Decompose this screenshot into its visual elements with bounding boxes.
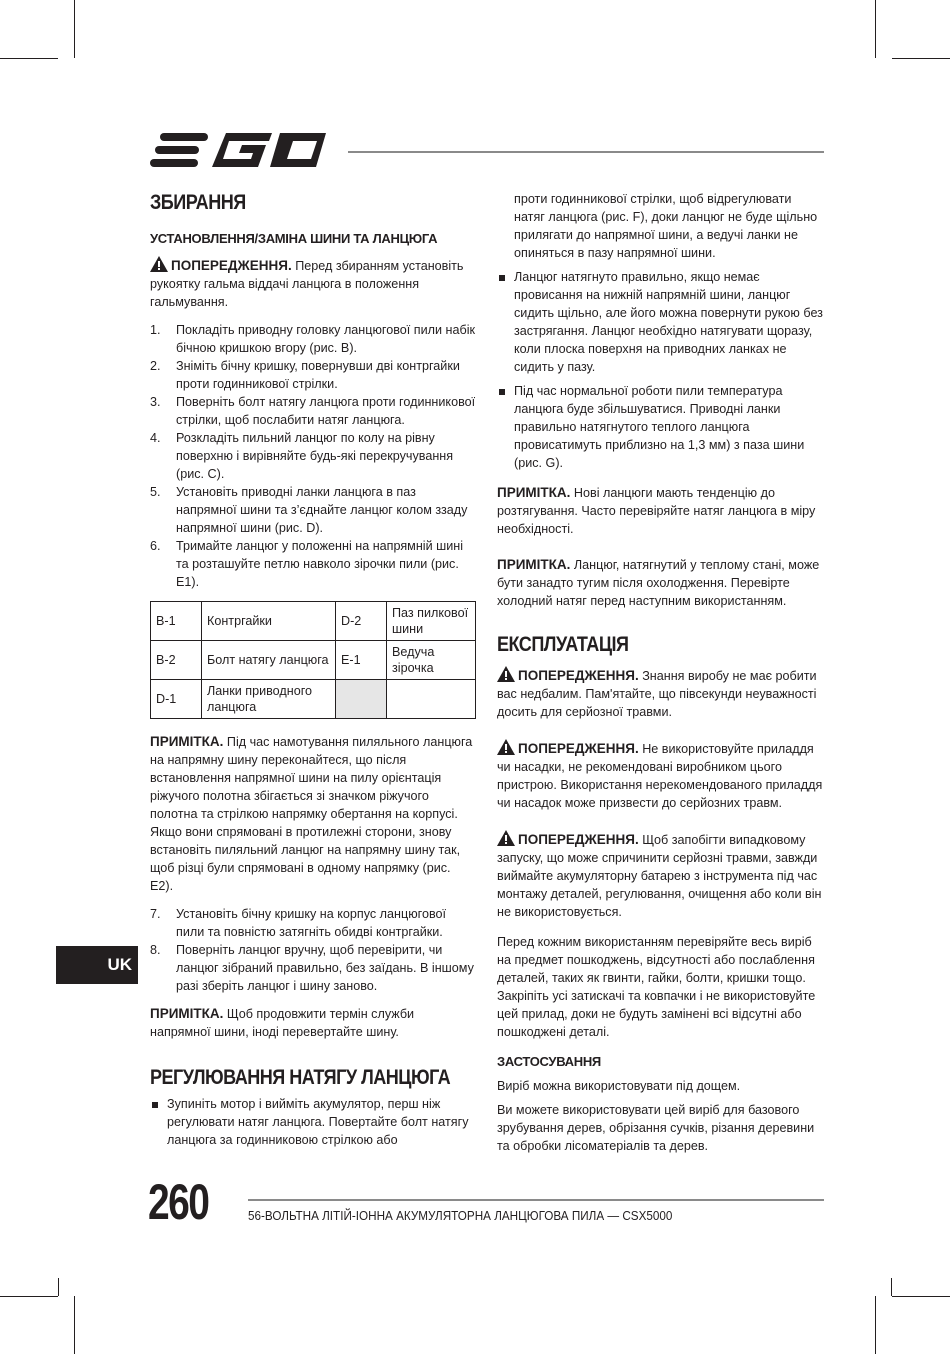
table-cell-empty: [336, 680, 387, 719]
list-item: 2. Зніміть бічну кришку, повернувши дві контргайки проти годинникової стрілки.: [150, 359, 460, 391]
table-cell: Ведуча зірочка: [387, 641, 476, 680]
inspection-paragraph: Перед кожним використанням перевіряйте весь виріб на предмет пошкоджень, відсутності або послаблення деталей, таких як гвинти, гайки, болти, кришки тощо. Закріпіть усі затискачі та ковпачки і не використовуйте цей прилад, доки не будуть замінені всі відсутні або пошкоджені деталі.: [497, 935, 816, 1039]
warning-triangle-icon: [150, 256, 168, 272]
crop-mark: [891, 1278, 892, 1296]
list-item: 8. Поверніть ланцюг вручну, щоб перевірити, чи ланцюг зібраний правильно, без заїдань. В іншому разі зберіть ланцюг і шину заново.: [150, 943, 474, 993]
note-paragraph: ПРИМІТКА. Ланцюг, натягнутий у теплому стані, може бути занадто тугим після охолодження. Перевірте холодний натяг перед наступним використанням.: [497, 557, 820, 608]
table-cell-empty: [387, 680, 476, 719]
header-rule: [348, 151, 824, 153]
footer-title: 56-ВОЛЬТНА ЛІТІЙ-ІОННА АКУМУЛЯТОРНА ЛАНЦЮГОВА ПИЛА — CSX5000: [248, 1208, 673, 1223]
language-tab: UK: [56, 946, 138, 984]
crop-mark: [875, 0, 876, 58]
tension-bullets: [150, 1095, 476, 1149]
list-item: 4. Розкладіть пильний ланцюг по колу на рівну поверхню і вирівняйте будь-які перекручування (рис. C).: [150, 431, 454, 481]
assembly-steps-continued: [150, 905, 476, 995]
table-cell: E-1: [336, 641, 387, 680]
list-item: Зупиніть мотор і вийміть акумулятор, перш ніж регулювати натяг ланцюга. Повертайте болт натягу ланцюга за годинниковою стрілкою або: [150, 1095, 476, 1149]
list-item: 1. Покладіть приводну головку ланцюгової пили набік бічною кришкою вгору (рис. B).: [150, 323, 475, 355]
warning-text: Перед збиранням установіть рукоятку гальма віддачі ланцюга в положення гальмування.: [150, 259, 464, 309]
heading-assembly: ЗБИРАННЯ: [150, 191, 246, 214]
warning-paragraph: ПОПЕРЕДЖЕННЯ. Знання виробу не має робити вас недбалим. Пам'ятайте, що півсекунди неуважності досить для серйозної травми.: [497, 668, 817, 719]
ego-logo: [150, 130, 330, 170]
list-item: 6. Тримайте ланцюг у положенні на напрямній шині та розташуйте петлю навколо зірочки пили (рис. E1).: [150, 539, 463, 589]
table-cell: Болт натягу ланцюга: [202, 641, 336, 680]
use-paragraph: Ви можете використовувати цей виріб для базового зрубування дерев, обрізання сучків, різання деревини та обробки лісоматеріалів та дерев.: [497, 1103, 815, 1153]
list-item: Ланцюг натягнуто правильно, якщо немає провисання на нижній напрямній шини, ланцюг сидить щільно, але його можна повернути рукою без застрягання. Ланцюг необхідно натягувати щоразу, коли плоска поверхня на приводних ланках не сидить у пазу.: [497, 268, 823, 376]
heading-operation: ЕКСПЛУАТАЦІЯ: [497, 633, 629, 656]
table-row: [151, 680, 476, 719]
parts-table: [150, 601, 476, 719]
warning-paragraph: [150, 256, 476, 311]
list-item: Під час нормальної роботи пили температура ланцюга буде збільшуватися. Приводні ланки правильно натягнутого теплого ланцюга провисатимуть приблизно на 1,3 мм) з паза шини (рис. G).: [497, 382, 823, 472]
heading-install-bar-chain: УСТАНОВЛЕННЯ/ЗАМІНА ШИНИ ТА ЛАНЦЮГА: [150, 231, 438, 246]
crop-mark: [875, 1296, 876, 1354]
table-cell: Паз пилкової шини: [387, 602, 476, 641]
crop-mark: [74, 0, 75, 58]
table-row: [151, 641, 476, 680]
table-cell: B-2: [151, 641, 202, 680]
heading-chain-tension: РЕГУЛЮВАННЯ НАТЯГУ ЛАНЦЮГА: [150, 1066, 451, 1089]
crop-mark: [74, 1296, 75, 1354]
crop-mark: [892, 1296, 950, 1297]
list-item: 3. Поверніть болт натягу ланцюга проти годинникової стрілки, щоб послабити натяг ланцюга.: [150, 395, 476, 427]
warning-paragraph: ПОПЕРЕДЖЕННЯ. Щоб запобігти випадковому запуску, що може спричинити серйозні травми, завжди виймайте акумуляторну батарею з інструмента під час монтажу деталей, регулювання, очищення або коли він не використовується.: [497, 832, 822, 919]
table-cell: Контргайки: [202, 602, 336, 641]
list-item: 7. Установіть бічну кришку на корпус ланцюгової пили та повністю затягніть обидві контргайки.: [150, 907, 447, 939]
warning-label: ПОПЕРЕДЖЕННЯ.: [171, 258, 292, 273]
warning-paragraph: ПОПЕРЕДЖЕННЯ. Не використовуйте приладдя чи насадки, не рекомендовані виробником цього пристрою. Використання нерекомендованого приладдя чи насадок може призвести до серйозних травм.: [497, 741, 823, 810]
page-number: 260: [148, 1174, 209, 1230]
note-paragraph: ПРИМІТКА. Нові ланцюги мають тенденцію до розтягування. Часто перевіряйте натяг ланцюга в міру необхідності.: [497, 485, 816, 536]
footer-rule: [248, 1199, 824, 1201]
crop-mark: [0, 1296, 58, 1297]
warning-triangle-icon: [497, 666, 515, 682]
rain-paragraph: Виріб можна використовувати під дощем.: [497, 1079, 741, 1093]
heading-application: ЗАСТОСУВАННЯ: [497, 1054, 601, 1069]
crop-mark: [0, 58, 58, 59]
note-paragraph: ПРИМІТКА. Щоб продовжити термін служби напрямної шини, іноді перевертайте шину.: [150, 1006, 415, 1039]
assembly-steps: [150, 321, 476, 591]
crop-mark: [58, 1278, 59, 1296]
crop-mark: [892, 58, 950, 59]
note-paragraph: ПРИМІТКА. Під час намотування пиляльного ланцюга на напрямну шину переконайтеся, що після встановлення напрямної шини на пилу орієнтація ріжучого полотна збігається зі значком ріжучого полотна та стрілкою напрямку обертання на корпусі. Якщо вони спрямовані в протилежні сторони, знову встановіть пиляльний ланцюг на напрямну шину так, щоб різці були спрямовані в одному напрямку (рис. E2).: [150, 734, 473, 893]
right-column: [497, 190, 823, 1155]
tension-bullets-continued: [497, 268, 823, 472]
list-item: 5. Установіть приводні ланки ланцюга в паз напрямної шини та з’єднайте ланцюг колом ззаду напрямної шини (рис. D).: [150, 485, 468, 535]
table-cell: B-1: [151, 602, 202, 641]
table-cell: D-1: [151, 680, 202, 719]
table-cell: D-2: [336, 602, 387, 641]
table-cell: Ланки приводного ланцюга: [202, 680, 336, 719]
table-row: [151, 602, 476, 641]
continued-text: проти годинникової стрілки, щоб відрегулювати натяг ланцюга (рис. F), доки ланцюг не буде щільно прилягати до напрямної шини, а ведучі ланки не опиняться в пазу напрямної шини.: [514, 192, 818, 260]
warning-triangle-icon: [497, 739, 515, 755]
warning-triangle-icon: [497, 830, 515, 846]
left-column: [150, 190, 476, 1149]
